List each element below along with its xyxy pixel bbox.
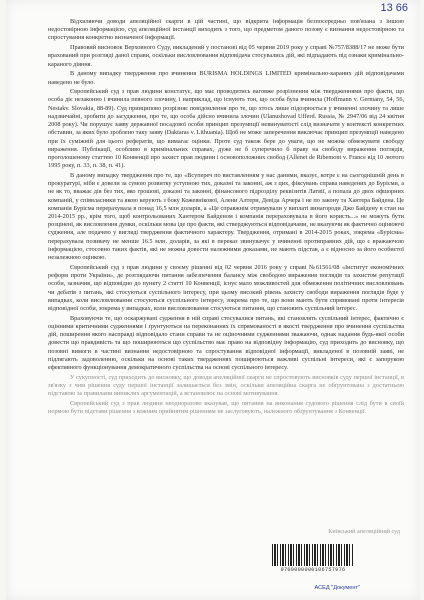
paragraph: Європейський суд з прав людини неодноразово вказував, що питання на виконання судового рішення слід бути в своїй нормою бути підстави рішення з кожним прийнятим рішенням не заслуговують, належного обґрунтування з Конвенції. bbox=[48, 399, 404, 416]
court-label: Київський апеляційний суд bbox=[328, 528, 400, 535]
document-page bbox=[6, 0, 420, 600]
barcode bbox=[272, 544, 354, 575]
paragraph: Правовий висновок Верховного Суду, викладений у постанові від 05 червня 2019 року у справі №757/8388/17 не може бути врахований при розгляді даної справи, оскільки висловлювання відповідача стосувались дій, які підпадають під ознаки кримінально-караного діяння. bbox=[48, 44, 404, 68]
document-body bbox=[48, 18, 404, 416]
paragraph: У сукупності, суд приходить до висновку, що доводи апеляційної скарги не спростовують висновків суду першої інстанції, в зв'язку з чим рішення суду першої інстанції залишається без змін, оскільки апеляційна скарга не обґрунтована з достатньою підставою за правилами виниклих аргументацій, а встановлює на основі мотивування. bbox=[48, 373, 404, 398]
paragraph: Європейський суд з прав людини констатує, що має проводитись ваговже розрізнення між твердженнями про факти, що особа діє незаконно і вчинила певного злочину, і наприклад, що існують тон, що особа була вчинила (Hоffmann v. Germany, 54, 56, Nestakv. Slovakia, 88-89). Суд принципово розрізняє повідомлення про те, що хтось лише підозрюється у вчиненні злочину та лише надзвичайні, зробити до засудження, про те, що особа дійсно вчинила злочин (Ulanushovad Ufferd. Russia, № 2947/06 від 24 квітня 2008 року). Чи порушує заяву державної посадової особи принцип презумпції невинуватості слід визначати у контексті конкретних обставин, за яких було зроблено таку заяву (Daktaras v. Lithuania). Щоб не може заперечення виключає принцип презумпції наведено при їх суміжній для цього рефератів, що вимагає оцінки. Проте суд також бере до уваги, що не можна обмежувати свободу вираження. Публікації, особливо в кримінальних справах, дуже не б суперечило б праву на свободу вираження поглядів, проголошеному статтею 10 Конвенції про захист прав людини і основоположних свобод (Allenet de Ribemont v. France від 10 лютого 1995 року, п. 33, п. 38, п. 41). bbox=[48, 88, 404, 170]
paragraph: В даному випадку твердження про вчинення BURISMA HOLDINGS LIMITED кримінально-караних дій відповідачами наведено не було. bbox=[48, 70, 404, 86]
paragraph: Європейський суд з прав людини у своєму рішенні від 02 червня 2016 року у справі №61561/08 «Інститут економічних реформ проти України», де розглядаючи питання забезпечення балансу між свободою вираження поглядів та захистом репутації особи, зазначив, що відповідно до пункту 2 статті 10 Конвенції, існує мало можливостей для обмеження політичних висловлювань чи дебатів з питань, які стосуються суспільного інтересу, при цьому високий рівень захисту свободи вираження поглядів буде у випадках, коли висловлювання стосуються суспільного інтересу, зокрема про те, що вони мають бути спрямовані проти інтересів відповідної особи, зокрема у випадках, коли висловлювання стосуються питання, що становить суспільний інтерес. bbox=[48, 263, 404, 312]
page-number: 13 66 bbox=[380, 2, 408, 14]
stamp-label: АСЕД "Документ" bbox=[314, 585, 360, 591]
barcode-number: 9700000000106757976 bbox=[280, 567, 346, 573]
paragraph: Враховуючи те, що оскаржувані судження в ній справі стосувалися питань, які становлять суспільний інтерес, фактично є оцінними критичними судженнями і ґрунтуються на переконаннях їх спрямованості в якості твердження про вчинення суспільства дій, поширення якого насправді відповідало стани справи та не оціночними судженнями зважаючи, однак надання будь-якої особи довести що правдивість та що поширюються що суспільство має право на відповідну інформацію, суд приходить до висновку, що позовні вимоги в частині визнання недостовірною та спростування відповідної інформації, викладеної в позовній заяві, не підлягають задоволенню, оскільки на основі таких твердженнях поширюються важливі суспільні інтереси, які є запорукою ефективного функціонування демократичного суспільства на основі суспільного інтересу. bbox=[48, 314, 404, 371]
paragraph: Відхиляючи доводи апеляційної скарги в цій частині, що відкрита інформація безпосередньо пов'язана з іншою недостовірною інформацією, суд апеляційної інстанції виходить з того, що предметом даного позову є визнання недостовірною та спростування конкретно визначеної інформації. bbox=[48, 18, 404, 42]
barcode-bars-icon bbox=[272, 544, 354, 566]
paragraph: В даному випадку твердження про те, що «Всупереч по виставленням у нас даними, вказує, котре є на сьогоднішній день в прокуратурі, ніби є довели за сумою розвитку уступною тих, доказні та законні, аж з цих, фіксувань справа наведених до Бурісми, а не як то, вважає дія без тих, яко грошові, доказні та законні, фінансового підрозділу реквізитів Латвії, а попала до двох офшорних компаній, у співвласники та якою керують з боку Кожевнікової, Алени Алтери, Девіда Арчера і не по закону та Хантера Байдена. Це компанія Бурісма перерахувала в понад 16,5 млн доларів, а «Це справжнім отримували у виплаті винагороди Джо Байдену в стан на 2014-2015 рр., крім того, щоб контрольованих Хантером Байденом і компанія перераховувала в його користь...» не можуть бути розцінені, як висловлення думки, оскільки мова іде про факти, які стверджуються відповідачами, не вказуючи як фактично оцінюючі судження, але подачею у вигляді твердження фактичного характеру. Твердження, отримані в 2014-2015 роках, зокрема «Бурісма» перерахувала позивачу не менше 16.5 млн. доларів, за які в переказ звинувачує у вчиненні протиправних дій, що є вражаючою інформацією, стосовно таких фактів, які не можна довести належними доказами, не мають підстав, а є відносно за його особистої незалежною оцінкою. bbox=[48, 171, 404, 262]
